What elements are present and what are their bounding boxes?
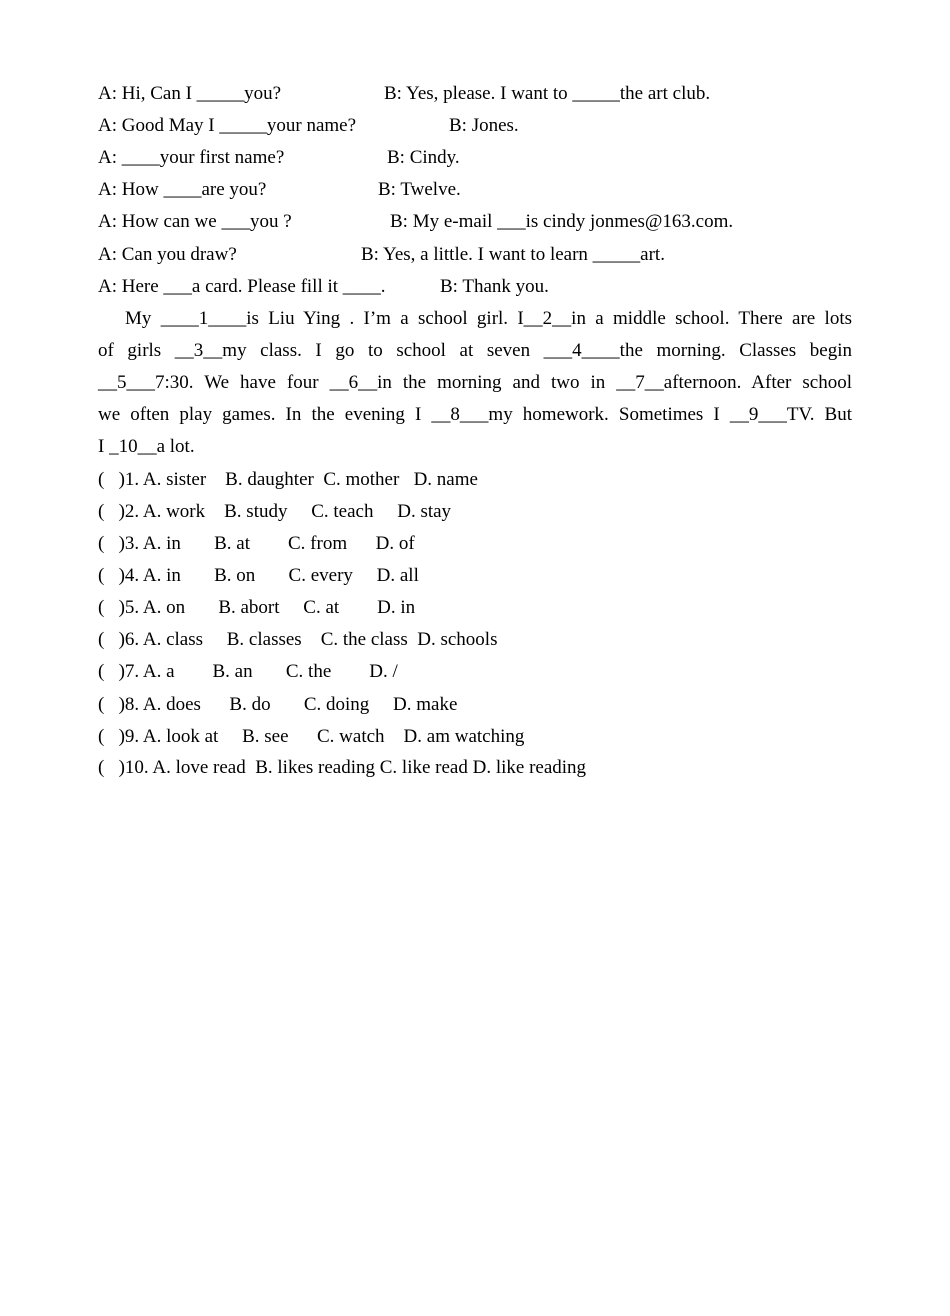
passage-line-4: we often play games. In the evening I __8___my homework. Sometimes I __9___TV. But: [98, 404, 852, 425]
question-6: ( )6. A. class B. classes C. the class D. schools: [98, 629, 498, 650]
dialogue-b-3: B: Cindy.: [387, 147, 460, 168]
dialogue-a-6: A: Can you draw?: [98, 244, 237, 265]
dialogue-b-1: B: Yes, please. I want to _____the art club.: [384, 83, 711, 104]
dialogue-a-5: A: How can we ___you ?: [98, 211, 292, 232]
passage-line-1: My ____1____is Liu Ying . I’m a school girl. I__2__in a middle school. There are lots: [125, 308, 852, 329]
passage-line-5: I _10__a lot.: [98, 436, 195, 457]
dialogue-a-3: A: ____your first name?: [98, 147, 285, 168]
dialogue-a-1: A: Hi, Can I _____you?: [98, 83, 282, 104]
passage-line-3: __5___7:30. We have four __6__in the morning and two in __7__afternoon. After school: [98, 372, 852, 393]
dialogue-b-5: B: My e-mail ___is cindy jonmes@163.com.: [390, 211, 734, 232]
passage-line-2: of girls __3__my class. I go to school at seven ___4____the morning. Classes begin: [98, 340, 852, 361]
question-4: ( )4. A. in B. on C. every D. all: [98, 565, 419, 586]
question-1: ( )1. A. sister B. daughter C. mother D. name: [98, 469, 478, 490]
dialogue-b-4: B: Twelve.: [378, 179, 461, 200]
question-8: ( )8. A. does B. do C. doing D. make: [98, 694, 458, 715]
dialogue-b-7: B: Thank you.: [440, 276, 549, 297]
question-7: ( )7. A. a B. an C. the D. /: [98, 661, 398, 682]
question-3: ( )3. A. in B. at C. from D. of: [98, 533, 415, 554]
dialogue-b-2: B: Jones.: [449, 115, 519, 136]
dialogue-a-7: A: Here ___a card. Please fill it ____.: [98, 276, 386, 297]
question-9: ( )9. A. look at B. see C. watch D. am watching: [98, 726, 525, 747]
dialogue-b-6: B: Yes, a little. I want to learn _____art.: [361, 244, 665, 265]
question-5: ( )5. A. on B. abort C. at D. in: [98, 597, 416, 618]
dialogue-a-2: A: Good May I _____your name?: [98, 115, 357, 136]
dialogue-a-4: A: How ____are you?: [98, 179, 267, 200]
question-10: ( )10. A. love read B. likes reading C. like read D. like reading: [98, 757, 587, 778]
question-2: ( )2. A. work B. study C. teach D. stay: [98, 501, 452, 522]
